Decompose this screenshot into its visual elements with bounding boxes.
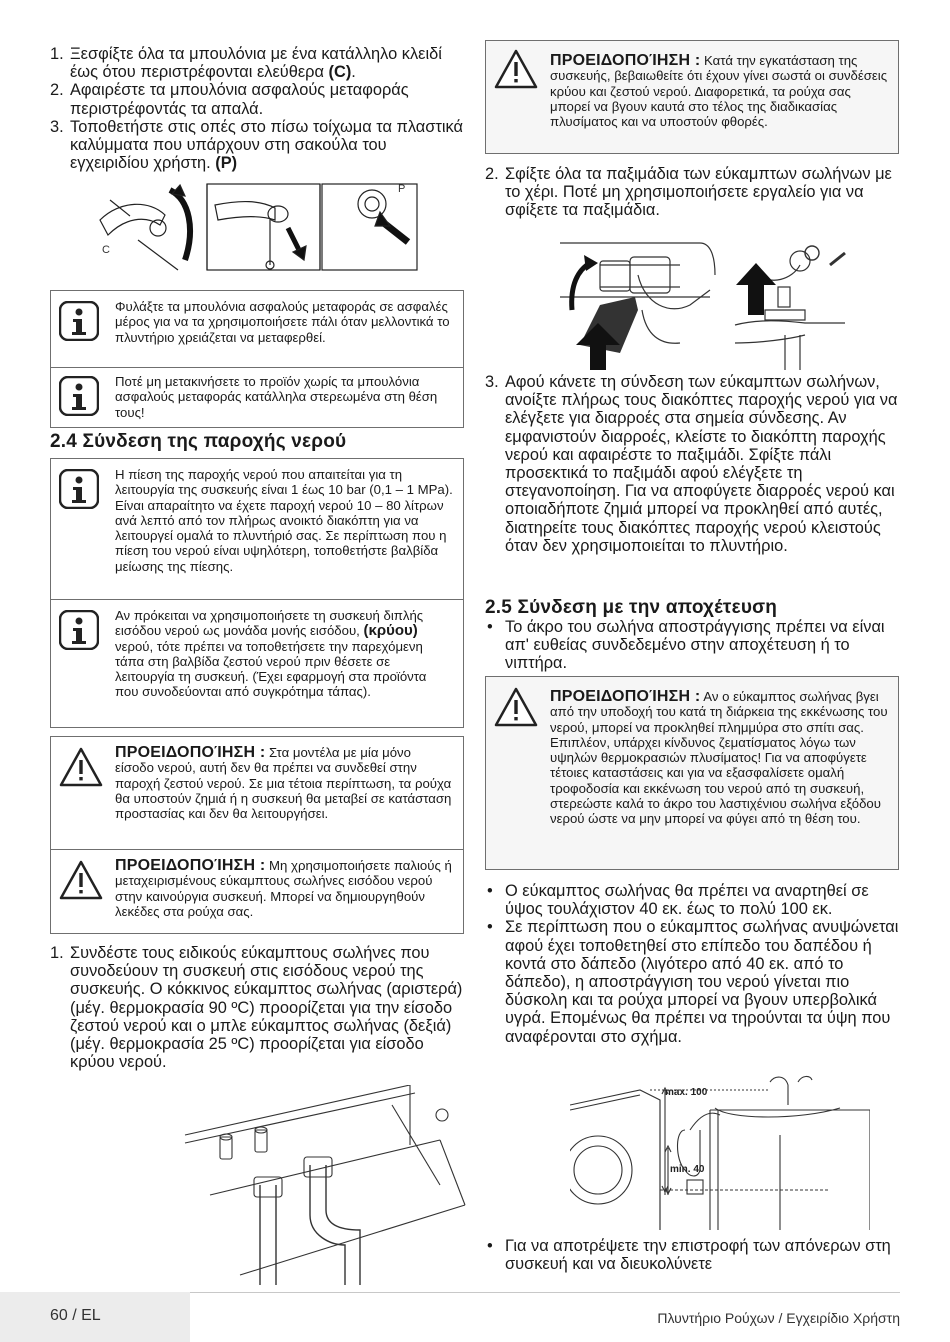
page-number: 60 / EL: [50, 1307, 101, 1324]
bullet-item: • Το άκρο του σωλήνα αποστράγγισης πρέπει να είναι απ' ευθείας συνδεδεμένο στην αποχέτευση ή το νιπτήρα.: [487, 618, 885, 673]
info-row: [51, 367, 463, 427]
bullet-item: • Σε περίπτωση που ο εύκαμπτος σωλήνας ανυψώνεται αφού έχει τοποθετηθεί στο επίπεδο του δαπέδου ή κοντά στο δάπεδο (λιγότερο από 40 εκ. από το δάπεδο), η αποστράγγιση του νερού γίνεται πιο δύσκολη και τα ρούχα μπορεί να βγουν υπερβολικά υγρά. Επομένως θα πρέπει να τηρούνται τα ύψη που αναφέρονται στο σχήμα.: [487, 918, 899, 1046]
hose-inlets-illustration: [180, 1085, 470, 1285]
drain-bullets-3: [485, 1237, 905, 1273]
bolt-removal-illustration: [90, 180, 420, 275]
info-text: Η πίεση της παροχής νερού που απαιτείται για τη λειτουργία της συσκευής είναι 1 έως 10 bar (0,1 – 1 MPa). Είναι απαραίτητο να έχετε παροχή νερού 10 – 80 λίτρων ανά λεπτό από τον πλήρως ανοικτό διακόπτη για να λειτουργεί ομαλά το πλυντήριό σας. Σε περίπτωση που η πίεση του νερού είναι υψηλότερη, τοποθετήστε βαλβίδα μείωσης της πίεσης.: [115, 467, 453, 574]
step-item: 1. Συνδέστε τους ειδικούς εύκαμπτους σωλήνες που συνοδεύουν τη συσκευή στις εισόδους νερού της συσκευής. Ο κόκκινος εύκαμπτος σωλήνας (αριστερά) (μέγ. θερμοκρασία 90 ºC) προορίζεται για την είσοδο ζεστού νερού και ο μπλε εύκαμπτος σωλήνας (δεξιά) (μέγ. θερμοκρασία 25 ºC) προορίζεται για είσοδο κρύου νερού.: [50, 944, 463, 1072]
warning-box-drain: [485, 676, 899, 870]
step-item: 2. Σφίξτε όλα τα παξιμάδια των εύκαμπτων σωλήνων με το χέρι. Ποτέ μη χρησιμοποιήσετε εργαλείο για να σφίξετε τα παξιμάδια.: [485, 165, 892, 220]
warning-text: ΠΡΟΕΙΔΟΠΟΊΗΣΗ : Στα μοντέλα με μία μόνο είσοδο νερού, αυτή δεν θα πρέπει να συνδεθεί στην παροχή ζεστού νερού. Σε μια τέτοια περίπτωση, τα ρούχα θα υποστούν ζημιά ή η συσκευή θα μεταβεί σε κατάσταση προστασίας και δεν θα λειτουργήσει.: [115, 744, 452, 822]
drain-bullets-2: [485, 882, 905, 1046]
warning-triangle-icon: [494, 687, 538, 727]
tighten-nuts-illustration: [560, 235, 850, 370]
step-item: 3. Αφού κάνετε τη σύνδεση των εύκαμπτων σωλήνων, ανοίξτε πλήρως τους διακόπτες παροχής νερού για να ελέγξετε για διαρροές στα σημεία σύνδεσης. Αν εμφανιστούν διαρροές, κλείστε το διακόπτη παροχής νερού και αφαιρέστε το παξιμάδι. Σφίξτε πάλι προσεκτικά το παξιμάδι αφού ελέγξετε τη στεγανοποίηση. Για να αποφύγετε διαρροές νερού και οποιαδήποτε ζημιά μπορεί να προκληθεί από αυτές, διατηρείτε τους διακόπτες παροχής νερού κλειστούς όταν δεν χρησιμοποιείται το πλυντήριο.: [485, 373, 898, 555]
info-icon: [59, 469, 99, 509]
bullet-item: • Ο εύκαμπτος σωλήνας θα πρέπει να αναρτηθεί σε ύψος τουλάχιστον 40 εκ. έως το πολύ 100 εκ.: [487, 882, 869, 919]
footer-title: Πλυντήριο Ρούχων / Εγχειρίδιο Χρήστη: [657, 1310, 900, 1326]
leak-check-steps-list: [485, 373, 905, 555]
label-p: P: [398, 183, 406, 195]
info-text: Ποτέ μη μετακινήσετε το προϊόν χωρίς τα μπουλόνια ασφαλούς μεταφοράς κατάλληλα στερεωμένα στη θέση τους!: [115, 374, 438, 420]
section-2-4-heading: 2.4 Σύνδεση της παροχής νερού: [50, 431, 347, 452]
warning-row: [51, 849, 463, 933]
warning-text: ΠΡΟΕΙΔΟΠΟΊΗΣΗ : Κατά την εγκατάσταση της συσκευής, βεβαιωθείτε ότι έχουν γίνει σωστά οι συνδέσεις κρύου και ζεστού νερού. Διαφορετικά, τα ρούχα σας μπορεί να βγουν καυτά στο τέλος της διαδικασίας πλυσίματος και να υποστούν φθορές.: [550, 52, 888, 130]
drain-bullets-1: [485, 618, 905, 673]
info-row: [51, 291, 463, 367]
warning-text: ΠΡΟΕΙΔΟΠΟΊΗΣΗ : Αν ο εύκαμπτος σωλήνας βγει από την υποδοχή του κατά τη διάρκεια της εκκένωσης του νερού, μπορεί να προκληθεί πλημμύρα στο σπίτι σας. Επιπλέον, υπάρχει κίνδυνος ζεματίσματος λόγω των υψηλών θερμοκρασιών πλυσίματος! Για να αποφύγετε τέτοιες καταστάσεις και για να εξασφαλίσετε ομαλή τροφοδοσία και εκκένωση του νερού από τη συσκευή, στερεώστε καλά το άκρο του λαστιχένιου σωλήνα εξόδου νερού ώστε να μην μπορεί να φύγει από τη θέση του.: [550, 688, 888, 827]
warning-row: [486, 677, 898, 869]
info-icon: [59, 376, 99, 416]
footer-page-block: [0, 1292, 190, 1342]
info-row: [51, 459, 463, 599]
warning-box-water-inlet: [50, 736, 464, 934]
tighten-steps-list: [485, 165, 905, 220]
removal-steps-list: [50, 45, 470, 172]
info-icon: [59, 301, 99, 341]
section-2-5-heading: 2.5 Σύνδεση με την αποχέτευση: [485, 597, 778, 618]
bullet-item: • Για να αποτρέψετε την επιστροφή των απόνερων στη συσκευή και να διευκολύνετε: [487, 1237, 891, 1274]
info-icon: [59, 610, 99, 650]
label-c: C: [102, 244, 110, 256]
warning-triangle-icon: [59, 860, 103, 900]
step-item: 2. Αφαιρέστε τα μπουλόνια ασφαλούς μεταφοράς περιστρέφοντάς τα απαλά.: [50, 81, 409, 118]
info-text: Φυλάξτε τα μπουλόνια ασφαλούς μεταφοράς σε ασφαλές μέρος για να τα χρησιμοποιήσετε πάλι όταν μελλοντικά το πλυντήριο χρειάζεται να μεταφερθεί.: [115, 299, 450, 345]
info-row: [51, 599, 463, 727]
connect-steps-list: [50, 944, 470, 1071]
warning-box-installation: [485, 40, 899, 154]
step-item: 1. Ξεσφίξτε όλα τα μπουλόνια με ένα κατάλληλο κλειδί έως ότου περιστρέφονται ελεύθερα (C).: [50, 45, 442, 82]
info-box-transport-bolts: [50, 290, 464, 428]
min-height-label: min. 40: [670, 1164, 705, 1175]
info-box-water-pressure: [50, 458, 464, 728]
info-text: Αν πρόκειται να χρησιμοποιήσετε τη συσκευή διπλής εισόδου νερού ως μονάδα μονής εισόδου, (κρύου) νερού, τότε πρέπει να τοποθετήσετε την παρεχόμενη τάπα στη βαλβίδα ζεστού νερού πριν θέσετε σε λειτουργία τη συσκευή. (Έχει εφαρμογή στα προϊόντα που συνοδεύονται από συγκρότημα τάπας).: [115, 608, 427, 700]
warning-row: [486, 41, 898, 153]
warning-triangle-icon: [59, 747, 103, 787]
footer-divider: [190, 1292, 900, 1293]
warning-text: ΠΡΟΕΙΔΟΠΟΊΗΣΗ : Μη χρησιμοποιήσετε παλιούς ή μεταχειρισμένους εύκαμπτους σωλήνες εισόδου νερού στην καινούργια συσκευή. Μπορεί να δημιουργηθούν λεκέδες στα ρούχα σας.: [115, 857, 452, 919]
drain-height-illustration: [570, 1070, 870, 1230]
step-item: 3. Τοποθετήστε στις οπές στο πίσω τοίχωμα τα πλαστικά καλύμματα που υπάρχουν στη σακούλα του εγχειριδίου χρήστη. (P): [50, 117, 463, 173]
warning-triangle-icon: [494, 49, 538, 89]
max-height-label: max. 100: [665, 1087, 708, 1098]
warning-row: [51, 737, 463, 849]
